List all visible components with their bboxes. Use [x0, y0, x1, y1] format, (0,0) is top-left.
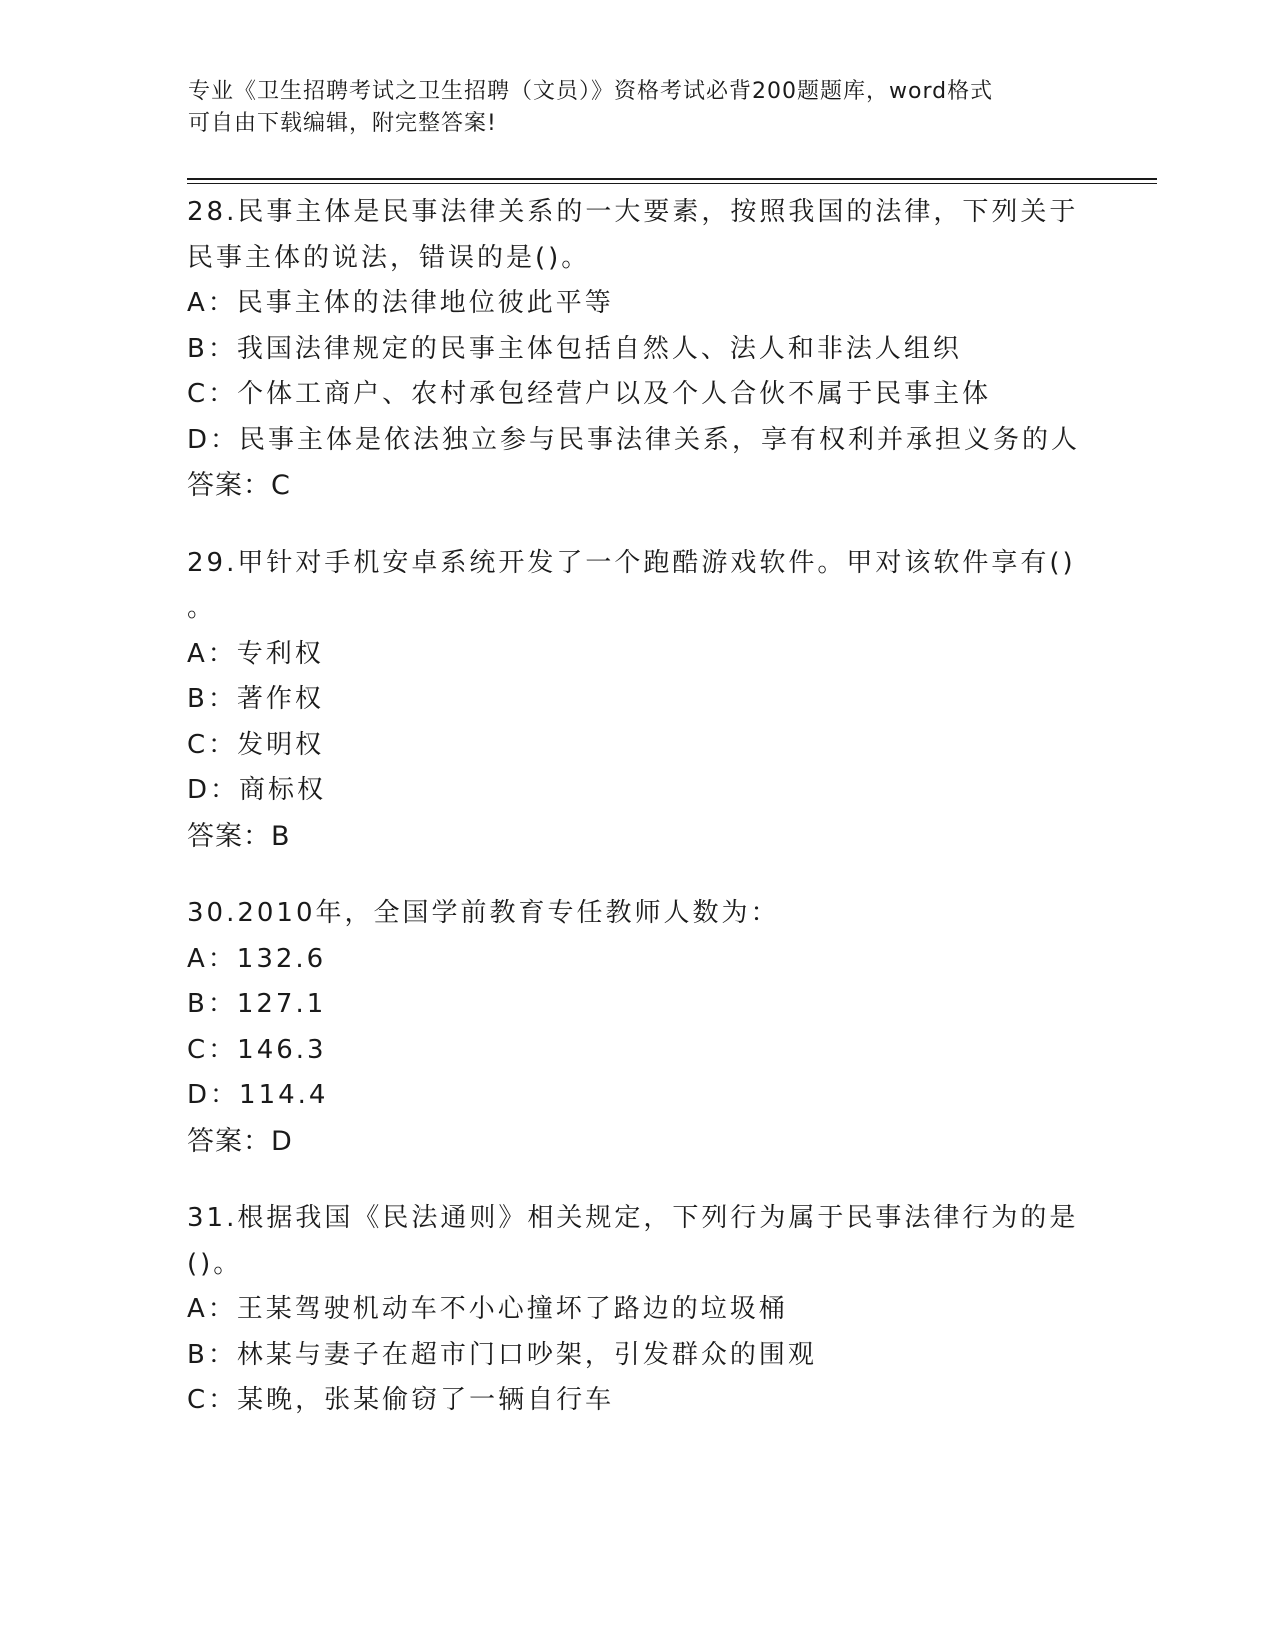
header-line-2: 可自由下载编辑，附完整答案! [188, 111, 497, 136]
document-header [188, 76, 1088, 140]
header-line-1: 专业《卫生招聘考试之卫生招聘（文员）》资格考试必背200题题库，word格式 [188, 79, 994, 104]
option-a: A：专利权 [187, 638, 324, 669]
question-stem-line: 31.根据我国《民法通则》相关规定，下列行为属于民事法律行为的是 [187, 1203, 1079, 1233]
question-stem-line: 民事主体的说法，错误的是()。 [187, 242, 591, 273]
option-c: C：146.3 [187, 1034, 327, 1065]
option-c: C：某晚，张某偷窃了一辆自行车 [187, 1385, 615, 1415]
option-d: D：民事主体是依法独立参与民事法律关系，享有权利并承担义务的人 [187, 424, 1081, 455]
header-divider-thin [187, 183, 1157, 184]
question-list [187, 190, 1087, 1456]
header-divider-thick [187, 178, 1157, 180]
answer-line: 答案：B [187, 820, 291, 852]
option-d: D：114.4 [187, 1080, 329, 1110]
option-b: B：林某与妻子在超市门口吵架，引发群众的围观 [187, 1339, 817, 1370]
question-29 [187, 541, 1087, 860]
question-stem-line: ()。 [187, 1248, 243, 1279]
question-stem-line: 28.民事主体是民事法律关系的一大要素，按照我国的法律，下列关于 [187, 197, 1079, 227]
option-c: C：发明权 [187, 729, 325, 760]
question-28 [187, 190, 1087, 509]
option-a: A：王某驾驶机动车不小心撞坏了路边的垃圾桶 [187, 1294, 788, 1324]
question-stem-line: 。 [187, 593, 217, 623]
answer-line: 答案：D [187, 1125, 293, 1157]
option-b: B：著作权 [187, 684, 324, 714]
question-30 [187, 891, 1087, 1164]
option-a: A：132.6 [187, 943, 327, 974]
option-d: D：商标权 [187, 775, 327, 805]
question-31 [187, 1196, 1087, 1424]
answer-line: 答案：C [187, 470, 291, 501]
option-b: B：127.1 [187, 989, 327, 1019]
option-b: B：我国法律规定的民事主体包括自然人、法人和非法人组织 [187, 333, 962, 364]
question-stem-line: 29.甲针对手机安卓系统开发了一个跑酷游戏软件。甲对该软件享有() [187, 547, 1076, 578]
option-a: A：民事主体的法律地位彼此平等 [187, 288, 614, 318]
question-stem-line: 30.2010年，全国学前教育专任教师人数为： [187, 898, 780, 928]
option-c: C：个体工商户、农村承包经营户以及个人合伙不属于民事主体 [187, 379, 992, 409]
